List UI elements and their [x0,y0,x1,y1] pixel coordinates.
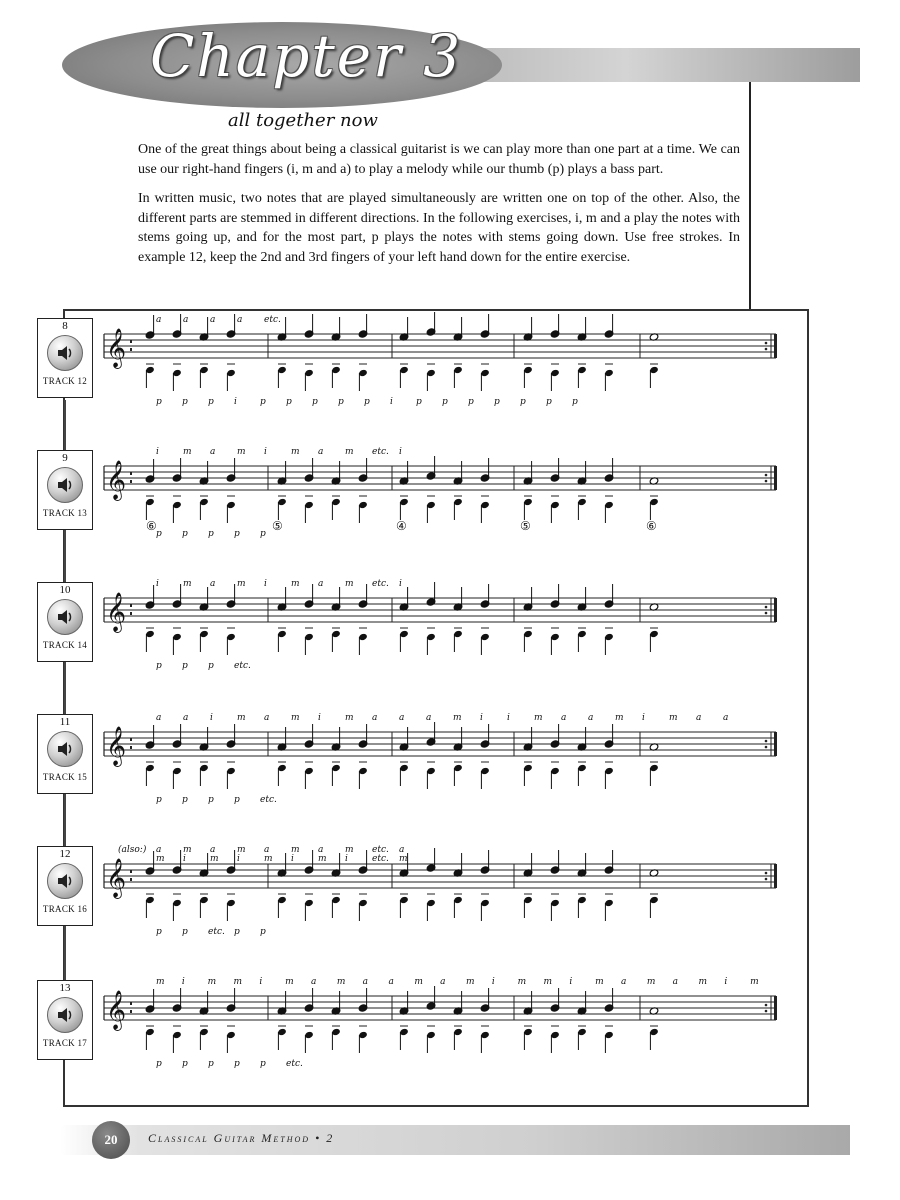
example-12-track-box[interactable] [37,846,93,926]
fingering-upper: a [372,713,378,723]
fingering-upper: m [453,713,462,723]
fingering-lower: etc. [234,661,251,671]
fingering-upper: etc. [372,579,389,589]
repeat-dot [765,474,768,477]
fingering-lower: p [468,397,474,407]
fingering-upper: a [426,713,432,723]
fingering-lower: p [572,397,578,407]
fingering-upper: a [318,579,324,589]
treble-clef: 𝄞 [106,460,127,500]
speaker-icon[interactable] [47,731,83,767]
fingering-upper: m [237,845,246,855]
fingering-upper: m [646,977,656,987]
fingering-middle: i [291,854,294,864]
fingering-upper: m [615,713,624,723]
treble-clef: 𝄞 [106,858,127,898]
fingering-alt-label: (also:) [118,845,147,855]
time-signature-mark [130,1002,132,1005]
fingering-upper: i [264,447,267,457]
fingering-middle: i [345,854,348,864]
fingering-upper: a [561,713,567,723]
fingering-upper: m [183,579,192,589]
fingering-upper: i [569,977,573,987]
fingering-middle: m [264,854,273,864]
fingering-middle: m [156,854,165,864]
repeat-dot [765,480,768,483]
fingering-upper: m [517,977,527,987]
example-number: 13 [59,982,71,994]
fingering-lower: p [208,661,214,671]
fingering-middle: m [399,854,408,864]
fingering-upper: m [207,977,217,987]
fingering-upper: m [345,579,354,589]
fingering-middle: m [210,854,219,864]
fingering-upper: m [750,977,759,987]
fingering-upper: a [318,447,324,457]
fingering-upper: a [210,447,216,457]
fingering-upper: i [318,713,321,723]
fingering-upper: m [669,713,678,723]
fingering-upper: m [233,977,243,987]
treble-clef: 𝄞 [106,726,127,766]
fingering-lower: p [156,927,162,937]
fingering-upper: i [642,713,645,723]
fingering-upper: i [259,977,263,987]
fingering-middle: i [237,854,240,864]
treble-clef: 𝄞 [106,328,127,368]
string-number: ⑤ [272,519,283,533]
final-barline-thick [774,996,777,1020]
example-13-track-box[interactable] [37,980,93,1060]
fingering-upper: i [399,579,402,589]
fingering-lower: p [156,397,162,407]
fingering-lower: p [338,397,344,407]
fingering-upper: m [595,977,604,987]
fingering-upper: m [698,977,708,987]
fingering-upper: m [183,845,192,855]
fingering-lower: etc. [208,927,225,937]
fingering-lower: i [234,397,237,407]
fingering-lower: p [260,397,266,407]
fingering-upper: a [723,713,729,723]
final-barline-thick [774,466,777,490]
repeat-dot [765,342,768,345]
time-signature-mark [130,604,132,607]
repeat-dot [765,1010,768,1013]
fingering-upper: i [156,447,159,457]
fingering-upper: a [264,713,270,723]
fingering-lower: p [182,661,188,671]
speaker-icon[interactable] [47,335,83,371]
fingering-lower: p [364,397,370,407]
fingering-lower: p [208,795,214,805]
fingering-upper: i [507,713,510,723]
fingering-upper: a [156,845,162,855]
fingering-upper: i [399,447,402,457]
fingering-upper: a [696,713,702,723]
final-barline-thick [774,334,777,358]
fingering-upper: a [399,845,405,855]
fingering-middle: i [183,854,186,864]
fingering-lower: p [182,1059,188,1069]
fingering-upper: m [534,713,543,723]
fingering-upper: a [210,579,216,589]
fingering-upper: i [724,977,728,987]
fingering-upper: m [156,977,165,987]
fingering-upper: m [237,713,246,723]
string-number: ⑤ [520,519,531,533]
speaker-icon[interactable] [47,599,83,635]
speaker-icon[interactable] [47,997,83,1033]
chapter-subtitle: all together now [228,110,378,131]
fingering-upper: a [621,977,627,987]
repeat-dot [765,1004,768,1007]
track-label: TRACK 14 [42,640,88,650]
fingering-upper: etc. [372,447,389,457]
time-signature-mark [130,878,132,881]
fingering-upper: a [318,845,324,855]
fingering-upper: a [156,315,162,325]
repeat-dot [765,872,768,875]
time-signature-mark [130,480,132,483]
fingering-upper: m [336,977,346,987]
fingering-lower: p [182,397,188,407]
fingering-lower: p [234,1059,240,1069]
treble-clef: 𝄞 [106,592,127,632]
fingering-upper: m [285,977,294,987]
time-signature-mark [130,472,132,475]
chapter-title: Chapter 3 [150,22,463,90]
fingering-lower: p [182,529,188,539]
fingering-upper: a [210,845,216,855]
example-number: 12 [59,848,71,860]
fingering-upper: i [210,713,213,723]
fingering-lower: p [156,529,162,539]
fingering-lower: p [182,927,188,937]
fingering-upper: m [237,579,246,589]
repeat-dot [765,606,768,609]
fingering-lower: p [234,795,240,805]
fingering-upper: a [237,315,243,325]
repeat-dot [765,740,768,743]
fingering-lower: p [208,397,214,407]
speaker-icon[interactable] [47,863,83,899]
example-number: 9 [62,452,68,464]
fingering-upper: etc. [372,845,389,855]
track-label: TRACK 17 [42,1038,88,1048]
fingering-lower: p [442,397,448,407]
fingering-upper: m [466,977,475,987]
example-9-track-box[interactable] [37,450,93,530]
time-signature-mark [130,340,132,343]
fingering-upper: a [362,977,369,987]
fingering-lower: p [156,795,162,805]
fingering-upper: a [210,315,216,325]
track-label: TRACK 16 [42,904,88,914]
speaker-icon[interactable] [47,467,83,503]
intro-paragraph-1: One of the great things about being a classical guitarist is we can play more than one part at a time. We can use our right-hand fingers (i, m and a) to play a melody while our thumb (p) plays a bass part. [138,142,740,177]
fingering-lower: p [156,661,162,671]
final-barline-thick [774,864,777,888]
fingering-lower: i [390,397,393,407]
fingering-lower: p [260,1059,266,1069]
track-label: TRACK 12 [42,376,88,386]
fingering-lower: p [234,927,240,937]
fingering-upper: a [264,845,270,855]
fingering-upper: etc. [264,315,281,325]
time-signature-mark [130,870,132,873]
repeat-dot [765,746,768,749]
fingering-upper: a [156,713,162,723]
fingering-upper: m [237,447,246,457]
fingering-upper: m [291,447,300,457]
fingering-upper: i [156,579,159,589]
repeat-dot [765,348,768,351]
fingering-upper: m [291,845,300,855]
fingering-lower: p [182,795,188,805]
fingering-upper: a [311,977,317,987]
fingering-upper: a [672,977,679,987]
fingering-lower: p [312,397,318,407]
intro-paragraph-2: In written music, two notes that are played simultaneously are written one on top of the other. Also, the different parts are stemmed in different directions. In the following exercises, i, m and a play the notes with stems going up, and for the most part, p plays the notes with stems going down. Use free strokes. In example 12, keep the 2nd and 3rd fingers of your left hand down for the entire exercise. [138,191,740,265]
page-number: 20 [92,1121,130,1159]
fingering-lower: p [546,397,552,407]
example-8-track-box[interactable] [37,318,93,398]
fingering-upper: i [181,977,185,987]
fingering-lower: p [208,529,214,539]
fingering-lower: p [416,397,422,407]
time-signature-mark [130,612,132,615]
fingering-upper: m [543,977,553,987]
string-number: ④ [396,519,407,533]
book-title: Classical Guitar Method • 2 [148,1131,335,1145]
track-label: TRACK 13 [42,508,88,518]
string-number: ⑥ [146,519,157,533]
fingering-lower: p [234,529,240,539]
fingering-upper: m [345,713,354,723]
final-barline-thick [774,598,777,622]
fingering-upper: a [588,713,594,723]
repeat-dot [765,878,768,881]
fingering-lower: etc. [260,795,277,805]
fingering-upper: m [291,713,300,723]
fingering-upper: i [480,713,483,723]
fingering-upper: i [264,579,267,589]
fingering-middle: etc. [372,854,389,864]
example-11-track-box[interactable] [37,714,93,794]
final-barline-thick [774,732,777,756]
fingering-lower: p [520,397,526,407]
fingering-upper: a [440,977,446,987]
fingering-upper: a [183,315,189,325]
fingering-lower: p [260,529,266,539]
fingering-upper: i [491,977,495,987]
fingering-lower: p [208,1059,214,1069]
fingering-lower: p [156,1059,162,1069]
example-number: 11 [59,716,71,728]
time-signature-mark [130,746,132,749]
track-label: TRACK 15 [42,772,88,782]
fingering-lower: p [494,397,500,407]
treble-clef: 𝄞 [106,990,127,1030]
time-signature-mark [130,348,132,351]
example-number: 8 [62,320,68,332]
fingering-upper: m [183,447,192,457]
fingering-upper: m [414,977,423,987]
fingering-lower: p [260,927,266,937]
repeat-dot [765,612,768,615]
time-signature-mark [130,1010,132,1013]
string-number: ⑥ [646,519,657,533]
fingering-upper: m [345,447,354,457]
fingering-upper: m [291,579,300,589]
fingering-upper: a [399,713,405,723]
fingering-middle: m [318,854,327,864]
time-signature-mark [130,738,132,741]
example-10-track-box[interactable] [37,582,93,662]
example-number: 10 [59,584,71,596]
fingering-lower: etc. [286,1059,303,1069]
fingering-lower: p [286,397,292,407]
fingering-upper: a [388,977,394,987]
fingering-upper: a [183,713,189,723]
fingering-upper: m [345,845,354,855]
